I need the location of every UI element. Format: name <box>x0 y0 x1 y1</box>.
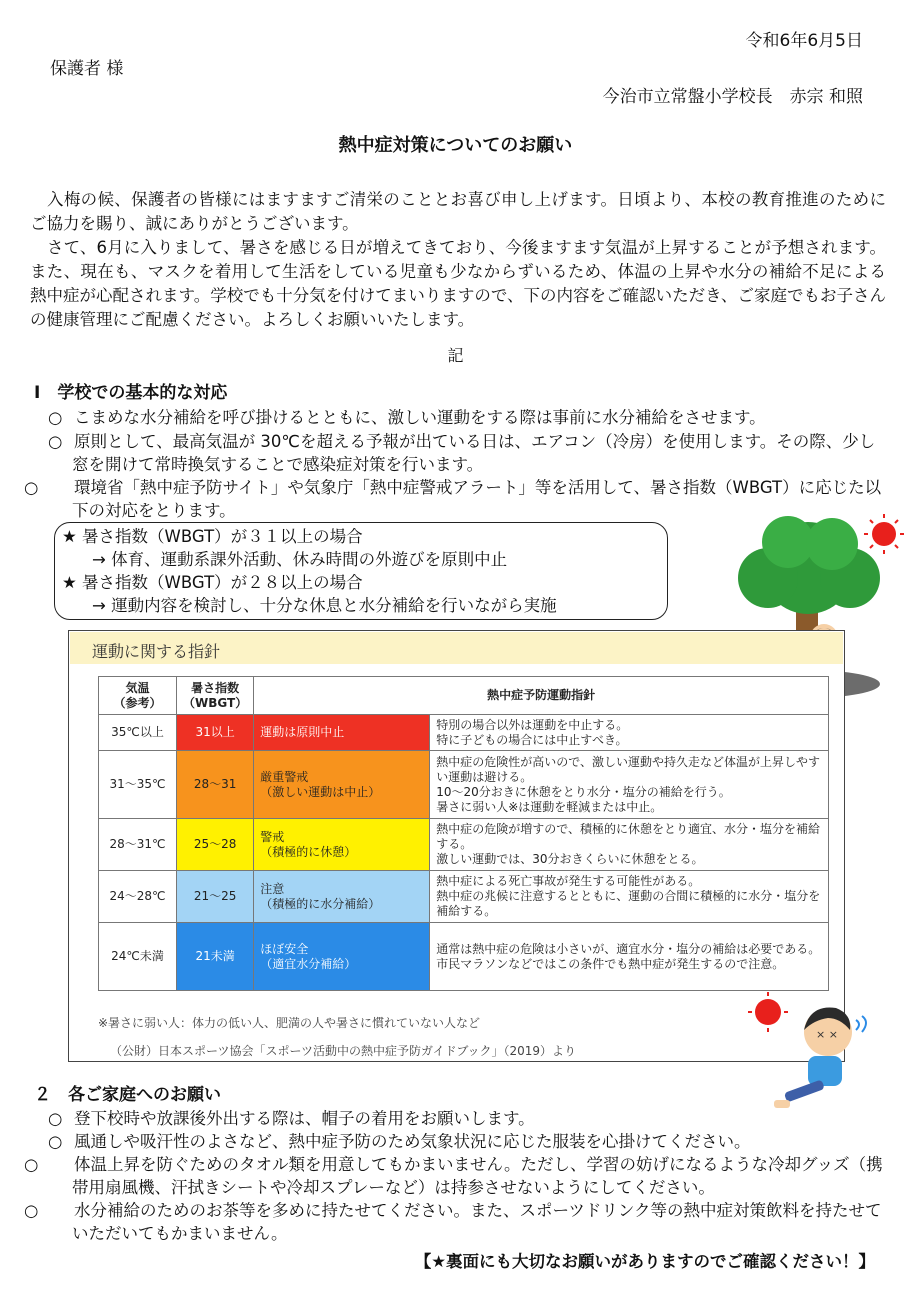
table-row <box>99 923 829 991</box>
table-row <box>99 751 829 819</box>
intro-paragraph-2: さて、6月に入りまして、暑さを感じる日が増えてきており、今後ますます気温が上昇することが予想されます。また、現在も、マスクを着用して生活をしている児童も少なからずいるため、体温の上昇や水分の補給不足による熱中症が心配されます。学校でも十分気を付けてまいりますので、下の内容をご確認いただき、ご家庭でもお子さんの健康管理にご配慮ください。よろしくお願いいたします。 <box>30 238 886 329</box>
section1-item-1 <box>48 406 890 429</box>
document-date: 令和6年6月5日 <box>745 31 863 51</box>
temperature-cell: 28～31℃ <box>99 819 177 871</box>
rule-28-heading: ★ 暑さ指数（WBGT）が２８以上の場合 <box>62 573 363 592</box>
guideline-description-cell: 熱中症による死亡事故が発生する可能性がある。 熱中症の兆候に注意するとともに、運動の合間に積極的に水分・塩分を補給する。 <box>430 871 829 923</box>
risk-level-sublabel: （積極的に休憩） <box>260 844 357 859</box>
circle-bullet: ○ <box>48 1132 63 1151</box>
risk-level-label: 運動は原則中止 <box>260 725 345 739</box>
risk-level-cell <box>254 751 430 819</box>
guideline-description-cell: 通常は熱中症の危険は小さいが、適宜水分・塩分の補給は必要である。 市民マラソンなどではこの条件でも熱中症が発生するので注意。 <box>430 923 829 991</box>
closing-notice: 【★裏面にも大切なお願いがありますのでご確認ください！】 <box>414 1252 875 1271</box>
risk-level-sublabel: （激しい運動は中止） <box>260 784 381 799</box>
guideline-description-cell: 熱中症の危険が増すので、積極的に休憩をとり適宜、水分・塩分を補給する。 激しい運動では、30分おきくらいに休憩をとる。 <box>430 819 829 871</box>
risk-level-label: 警戒 <box>260 829 285 844</box>
section1-item-2 <box>48 430 890 476</box>
heatstroke-child-illustration <box>744 990 876 1120</box>
table-row <box>99 819 829 871</box>
document-title: 熱中症対策についてのお願い <box>338 135 573 156</box>
header-temperature: 気温 （参考） <box>99 677 177 715</box>
wbgt-index-cell: 31以上 <box>177 715 254 751</box>
section2-item-2 <box>48 1130 890 1153</box>
section2-item-text: 登下校時や放課後外出する際は、帽子の着用をお願いします。 <box>74 1109 535 1128</box>
section1-item-text: 環境省「熱中症予防サイト」や気象庁「熱中症警戒アラート」等を活用して、暑さ指数（WBGT）に応じた以下の対応をとります。 <box>72 478 882 520</box>
addressee: 保護者 様 <box>50 59 124 79</box>
sun-icon <box>872 522 896 546</box>
rule-28-action: → 運動内容を検討し、十分な休息と水分補給を行いながら実施 <box>92 596 557 615</box>
table-header-row <box>99 677 829 715</box>
circle-bullet: ○ <box>24 1201 39 1220</box>
guideline-source: （公財）日本スポーツ協会「スポーツ活動中の熱中症予防ガイドブック」（2019）より <box>110 1044 577 1058</box>
section2-item-1 <box>48 1107 890 1130</box>
temperature-cell: 24～28℃ <box>99 871 177 923</box>
section1-heading: Ⅰ 学校での基本的な対応 <box>34 383 228 403</box>
section2-item-text: 水分補給のためのお茶等を多めに持たせてください。また、スポーツドリンク等の熱中症対策飲料を持たせていただいてもかまいません。 <box>72 1201 882 1243</box>
circle-bullet: ○ <box>48 1109 63 1128</box>
ki-marker: 記 <box>447 346 464 365</box>
temperature-cell: 35℃以上 <box>99 715 177 751</box>
risk-level-cell <box>254 819 430 871</box>
sender: 今治市立常盤小学校長 赤宗 和照 <box>602 87 863 107</box>
circle-bullet: ○ <box>24 478 39 497</box>
section2-item-4 <box>24 1199 890 1245</box>
risk-level-label: ほぼ安全 <box>260 941 309 956</box>
wbgt-index-cell: 28～31 <box>177 751 254 819</box>
section2-heading: ２ 各ご家庭へのお願い <box>34 1085 221 1105</box>
guideline-description-cell: 熱中症の危険性が高いので、激しい運動や持久走など体温が上昇しやすい運動は避ける。 10～20分おきに休憩をとり水分・塩分の補給を行う。 暑さに弱い人※は運動を軽減または中止。 <box>430 751 829 819</box>
table-row <box>99 715 829 751</box>
temperature-cell: 24℃未満 <box>99 923 177 991</box>
wbgt-index-cell: 21未満 <box>177 923 254 991</box>
svg-text:× ×: × × <box>816 1028 838 1041</box>
section1-item-text: 原則として、最高気温が 30℃を超える予報が出ている日は、エアコン（冷房）を使用します。その際、少し窓を開けて常時換気することで感染症対策を行います。 <box>72 432 876 474</box>
rule-31-action: → 体育、運動系課外活動、休み時間の外遊びを原則中止 <box>92 550 508 569</box>
risk-level-cell <box>254 871 430 923</box>
sun-icon <box>755 999 781 1025</box>
section2-item-text: 体温上昇を防ぐためのタオル類を用意してもかまいません。ただし、学習の妨げになるような冷却グッズ（携帯用扇風機、汗拭きシートや冷却スプレーなど）は持参させないようにしてください。 <box>72 1155 883 1197</box>
guideline-footnote: ※暑さに弱い人：体力の低い人、肥満の人や暑さに慣れていない人など <box>98 1016 481 1030</box>
circle-bullet: ○ <box>24 1155 39 1174</box>
rule-31-heading: ★ 暑さ指数（WBGT）が３１以上の場合 <box>62 527 363 546</box>
temperature-cell: 31～35℃ <box>99 751 177 819</box>
intro-paragraph-1: 入梅の候、保護者の皆様にはますますご清栄のこととお喜び申し上げます。日頃より、本校の教育推進のためにご協力を賜り、誠にありがとうございます。 <box>30 190 886 233</box>
risk-level-label: 注意 <box>260 881 285 896</box>
risk-level-cell <box>254 715 430 751</box>
wbgt-index-cell: 21～25 <box>177 871 254 923</box>
circle-bullet: ○ <box>48 432 63 451</box>
wbgt-index-cell: 25～28 <box>177 819 254 871</box>
circle-bullet: ○ <box>48 408 63 427</box>
section1-item-text: こまめな水分補給を呼び掛けるとともに、激しい運動をする際は事前に水分補給をさせます。 <box>74 408 766 427</box>
wbgt-guideline-table <box>98 676 829 991</box>
risk-level-cell <box>254 923 430 991</box>
risk-level-sublabel: （積極的に水分補給） <box>260 896 381 911</box>
header-guideline: 熱中症予防運動指針 <box>254 677 829 715</box>
guideline-title: 運動に関する指針 <box>92 642 221 661</box>
section2-item-3 <box>24 1153 890 1199</box>
risk-level-sublabel: （適宜水分補給） <box>260 956 357 971</box>
section2-item-text: 風通しや吸汗性のよさなど、熱中症予防のため気象状況に応じた服装を心掛けてください。 <box>74 1132 751 1151</box>
header-wbgt: 暑さ指数 （WBGT） <box>177 677 254 715</box>
table-row <box>99 871 829 923</box>
risk-level-label: 厳重警戒 <box>260 769 309 784</box>
guideline-description-cell: 特別の場合以外は運動を中止する。 特に子どもの場合には中止すべき。 <box>430 715 829 751</box>
